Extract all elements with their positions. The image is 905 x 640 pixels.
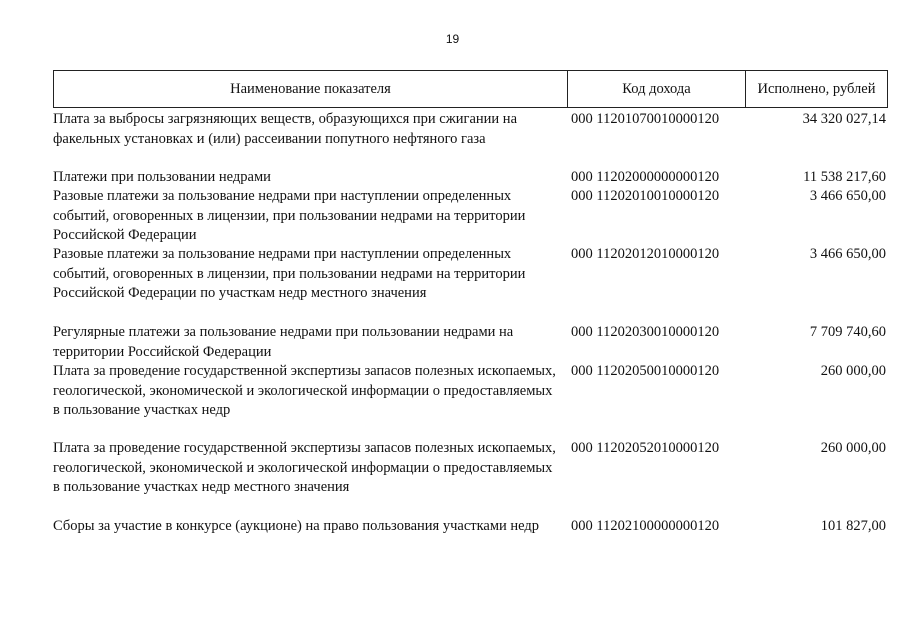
row-code: 000 11202100000000120 (571, 518, 720, 534)
row-code: 000 11202030010000120 (571, 324, 720, 340)
row-amount: 260 000,00 (820, 363, 886, 379)
row-name: Плата за выбросы загрязняющих веществ, образующихся при сжигании на факельных установках и (или) рассеивании попутного нефтяного газа (53, 111, 518, 147)
row-name: Платежи при пользовании недрами (53, 169, 271, 185)
row-amount: 260 000,00 (820, 440, 886, 456)
row-name: Регулярные платежи за пользование недрами при пользовании недрами на территории Российской Федерации (53, 324, 514, 360)
row-name: Сборы за участие в конкурсе (аукционе) на право пользования участками недр (53, 518, 540, 534)
row-amount: 11 538 217,60 (803, 169, 886, 185)
row-code: 000 11202052010000120 (571, 440, 720, 456)
row-name: Разовые платежи за пользование недрами при наступлении определенных событий, оговоренных в лицензии, при пользовании недрами на территории Российской Федерации (53, 188, 526, 243)
header-code: Код дохода (567, 71, 745, 107)
row-code: 000 11202010010000120 (571, 188, 720, 204)
row-amount: 34 320 027,14 (802, 111, 886, 127)
row-name: Разовые платежи за пользование недрами при наступлении определенных событий, оговоренных в лицензии, при пользовании недрами на территории Российской Федерации по участкам недр местного значения (53, 246, 526, 301)
header-name: Наименование показателя (230, 80, 391, 97)
row-code: 000 11202012010000120 (571, 246, 720, 262)
row-name: Плата за проведение государственной экспертизы запасов полезных ископаемых, геологической, экономической и экологической информации о предоставляемых в пользование участках недр местного значения (53, 440, 556, 495)
row-code: 000 11202000000000120 (571, 169, 720, 185)
page-number: 19 (445, 32, 460, 46)
table-header (53, 70, 888, 108)
row-amount: 3 466 650,00 (809, 188, 886, 204)
row-code: 000 11201070010000120 (571, 111, 720, 127)
row-amount: 101 827,00 (820, 518, 886, 534)
row-amount: 3 466 650,00 (809, 246, 886, 262)
row-amount: 7 709 740,60 (809, 324, 886, 340)
row-name: Плата за проведение государственной экспертизы запасов полезных ископаемых, геологической, экономической и экологической информации о предоставляемых в пользование участках недр (53, 363, 556, 418)
header-amount: Исполнено, рублей (745, 71, 887, 107)
row-code: 000 11202050010000120 (571, 363, 720, 379)
